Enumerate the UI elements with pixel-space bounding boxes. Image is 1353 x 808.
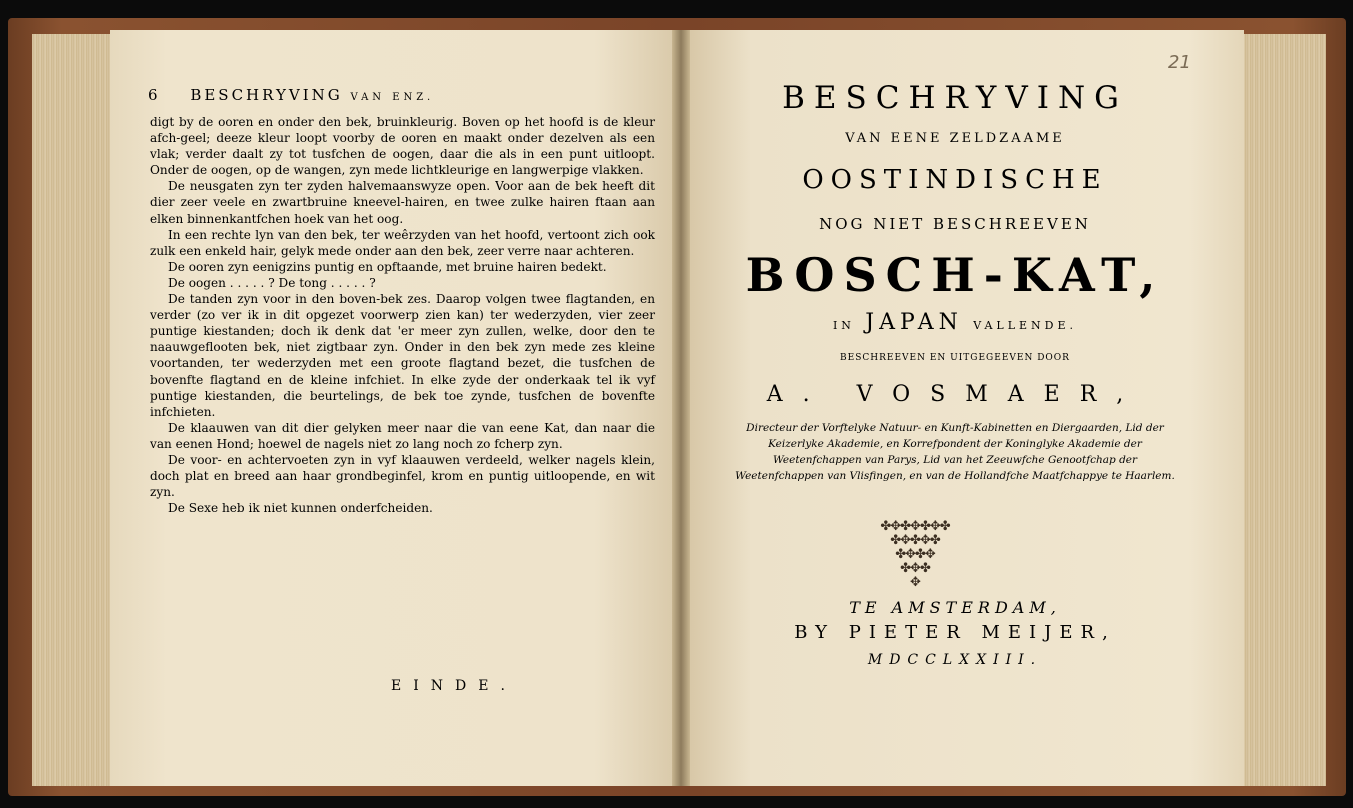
book-gutter: [672, 30, 690, 786]
ornament-row: ✤✥✤✥: [895, 547, 935, 562]
body-paragraph: De oogen . . . . . ? De tong . . . . . ?: [168, 275, 376, 290]
ornament-row: ✤✥✤✥✤: [890, 533, 940, 548]
title-van-eene-zeldzaame: VAN EENE ZELDZAAME: [845, 131, 1065, 146]
body-text: [150, 114, 655, 516]
body-paragraph: De Sexe heb ik niet kunnen onderfcheiden.: [168, 501, 433, 516]
imprint-place: TE AMSTERDAM,: [849, 598, 1061, 617]
title-japan: JAPAN: [865, 310, 963, 335]
body-paragraph: De ooren zyn eenigzins puntig en opftaande, met bruine hairen bedekt.: [168, 259, 607, 274]
running-head: [148, 86, 618, 104]
body-paragraph: digt by de ooren en onder den bek, bruinkleurig. Boven op het hoofd is de kleur afch-geel; deeze kleur loopt voorby de ooren en maakt onder dezelven als een vlak; verder daalt zy tot tusfchen de oogen, daar die als in een punt uitloopt. Onder de oogen, op de wangen, zyn mede lichtkleurige en langwerpige vlakken.: [150, 115, 655, 178]
title-oostindische: OOSTINDISCHE: [802, 165, 1108, 195]
title-in: IN: [832, 319, 855, 332]
title-bosch-kat: BOSCH-KAT,: [745, 248, 1165, 302]
page-number: 6: [148, 86, 161, 104]
ornament-row: ✥: [910, 575, 920, 590]
body-paragraph: De tanden zyn voor in den boven-bek zes. Daarop volgen twee flagtanden, en verder (zo ver ik in dit opgezet voorwerp zien kan) ter wederzyden, vier zeer puntige kiestanden; doch ik denk dat 'er meer zyn zullen, welke, door den te naauwgeflooten bek, niet zigtbaar zyn. Onder in den bek zyn mede zes kleine voortanden, ter wederzyden met een groote flagtand bezet, die tusfchen de bovenfte flagtand en de kleine infchiet. In elke zyde der onderkaak tel ik vyf puntige kiestanden, die beurtelings, de bek toe zynde, tusfchen de bovenfte infchieten.: [150, 292, 655, 419]
title-beschryving: BESCHRYVING: [782, 80, 1128, 116]
printers-ornament: [860, 520, 970, 590]
title-nog-niet-beschreeven: NOG NIET BESCHREEVEN: [819, 215, 1091, 233]
byline-intro: BESCHREEVEN EN UITGEGEEVEN DOOR: [840, 353, 1070, 363]
ornament-row: ✤✥✤✥✤✥✤: [880, 519, 950, 534]
author-name: A. VOSMAER,: [766, 382, 1144, 407]
title-in-japan-vallende: [700, 310, 1210, 335]
body-paragraph: De neusgaten zyn ter zyden halvemaanswyze open. Voor aan de bek heeft dit dier zeer veele en zwartbruine kneevel-hairen, en twee zulke hairen ftaan aan elken binnenkantfchen hoek van het oog.: [150, 179, 655, 226]
imprint-year: MDCCLXXIII.: [867, 652, 1043, 668]
author-titles: Directeur der Vorftelyke Natuur- en Kunft-Kabinetten en Diergaarden, Lid der Keizerlyke Akademie, en Korrefpondent der Koninglyke Akademie der Weetenfchappen van Parys, Lid van het Zeeuwfche Genootfchap der Weetenfchappen van Vlisfingen, en van de Hollandfche Maatfchappye te Haarlem.: [735, 422, 1175, 482]
title-vallende: VALLENDE.: [973, 319, 1078, 332]
imprint-printer: BY PIETER MEIJER,: [794, 622, 1116, 643]
folio-mark: 21: [1168, 52, 1191, 73]
body-paragraph: De klaauwen van dit dier gelyken meer naar die van eene Kat, dan naar die van eenen Hond; hoewel de nagels niet zo lang noch zo fcherp zyn.: [150, 420, 655, 451]
body-paragraph: De voor- en achtervoeten zyn in vyf klaauwen verdeeld, welker nagels klein, doch plat en breed aan haar grondbeginfel, krom en puntig uitloopende, en wit zyn.: [150, 452, 655, 500]
running-head-title: BESCHRYVING: [190, 86, 343, 104]
running-head-suffix: VAN ENZ.: [350, 92, 435, 103]
body-paragraph: In een rechte lyn van den bek, ter weêrzyden van het hoofd, vertoont zich ook zulk een enkeld hair, gelyk mede onder aan den bek, zeer verre naar achteren.: [150, 227, 655, 258]
ornament-row: ✤✥✤: [900, 561, 930, 576]
closing-einde: EINDE.: [391, 678, 517, 694]
